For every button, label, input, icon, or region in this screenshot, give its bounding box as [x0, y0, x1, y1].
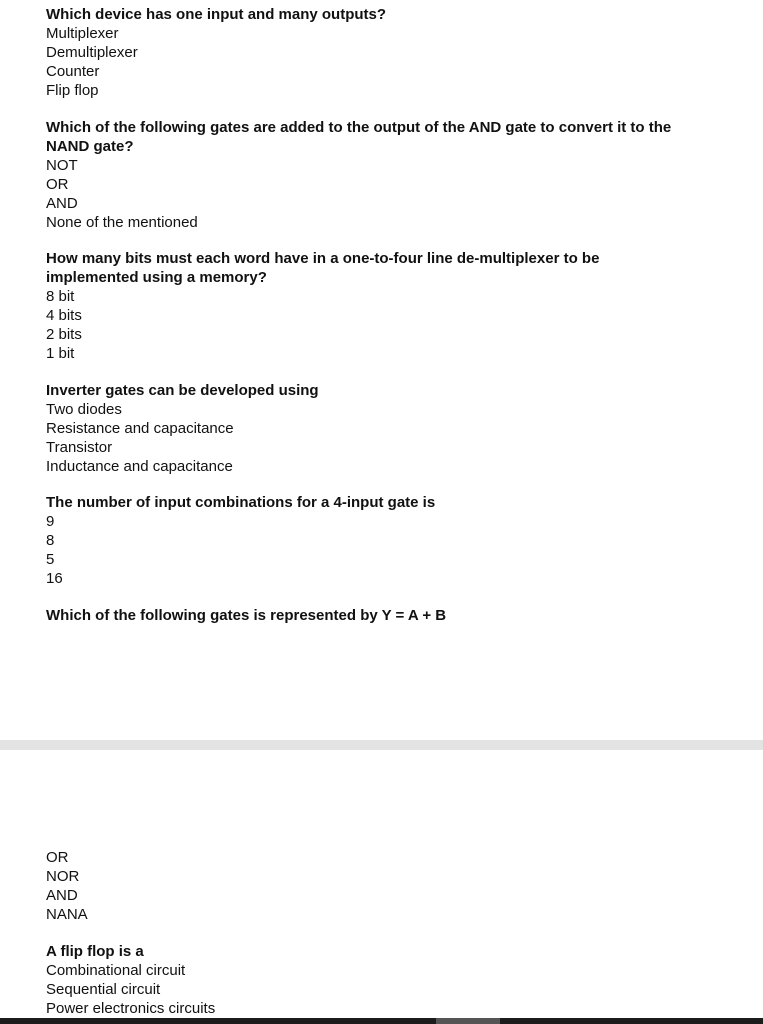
- question-7: [46, 942, 726, 1018]
- scrollbar-thumb[interactable]: [436, 1018, 500, 1024]
- question-2: [46, 118, 696, 232]
- question-text: A flip flop is a: [46, 943, 144, 960]
- question-4: [46, 381, 726, 476]
- question-3: [46, 249, 666, 363]
- option: 1 bit: [46, 345, 75, 362]
- option: Resistance and capacitance: [46, 420, 234, 437]
- option: Two diodes: [46, 401, 122, 418]
- option: Transistor: [46, 439, 113, 456]
- option: Power electronics circuits: [46, 1000, 216, 1017]
- bottom-scrollbar[interactable]: [0, 1018, 763, 1024]
- option: 5: [46, 551, 55, 568]
- option: OR: [46, 176, 69, 193]
- option: AND: [46, 195, 78, 212]
- question-5: [46, 493, 726, 588]
- question-text: Inverter gates can be developed using: [46, 382, 319, 399]
- option: Combinational circuit: [46, 962, 186, 979]
- option: Sequential circuit: [46, 981, 161, 998]
- option: Inductance and capacitance: [46, 458, 233, 475]
- option: AND: [46, 887, 78, 904]
- option: 9: [46, 513, 55, 530]
- question-text: The number of input combinations for a 4-input gate is: [46, 494, 436, 511]
- document-page-2: [0, 750, 763, 1018]
- option: NANA: [46, 906, 88, 923]
- question-text: Which device has one input and many outputs?: [46, 6, 387, 23]
- option: 2 bits: [46, 326, 82, 343]
- question-6: [46, 606, 726, 625]
- option: None of the mentioned: [46, 214, 198, 231]
- option: NOT: [46, 157, 78, 174]
- option: NOR: [46, 868, 80, 885]
- question-text: How many bits must each word have in a one-to-four line de-multiplexer to be implemented using a memory?: [46, 250, 600, 286]
- option: Demultiplexer: [46, 44, 138, 61]
- option: Counter: [46, 63, 100, 80]
- option: Flip flop: [46, 82, 99, 99]
- question-1: [46, 5, 726, 100]
- question-text: Which of the following gates are added to the output of the AND gate to convert it to the NAND gate?: [46, 119, 672, 155]
- option: 8: [46, 532, 55, 549]
- question-6-options: [46, 848, 726, 924]
- option: 8 bit: [46, 288, 75, 305]
- option: Multiplexer: [46, 25, 119, 42]
- option: 4 bits: [46, 307, 82, 324]
- option: 16: [46, 570, 63, 587]
- page-separator: [0, 740, 763, 750]
- question-text: Which of the following gates is represented by Y = A + B: [46, 607, 447, 624]
- option: OR: [46, 849, 69, 866]
